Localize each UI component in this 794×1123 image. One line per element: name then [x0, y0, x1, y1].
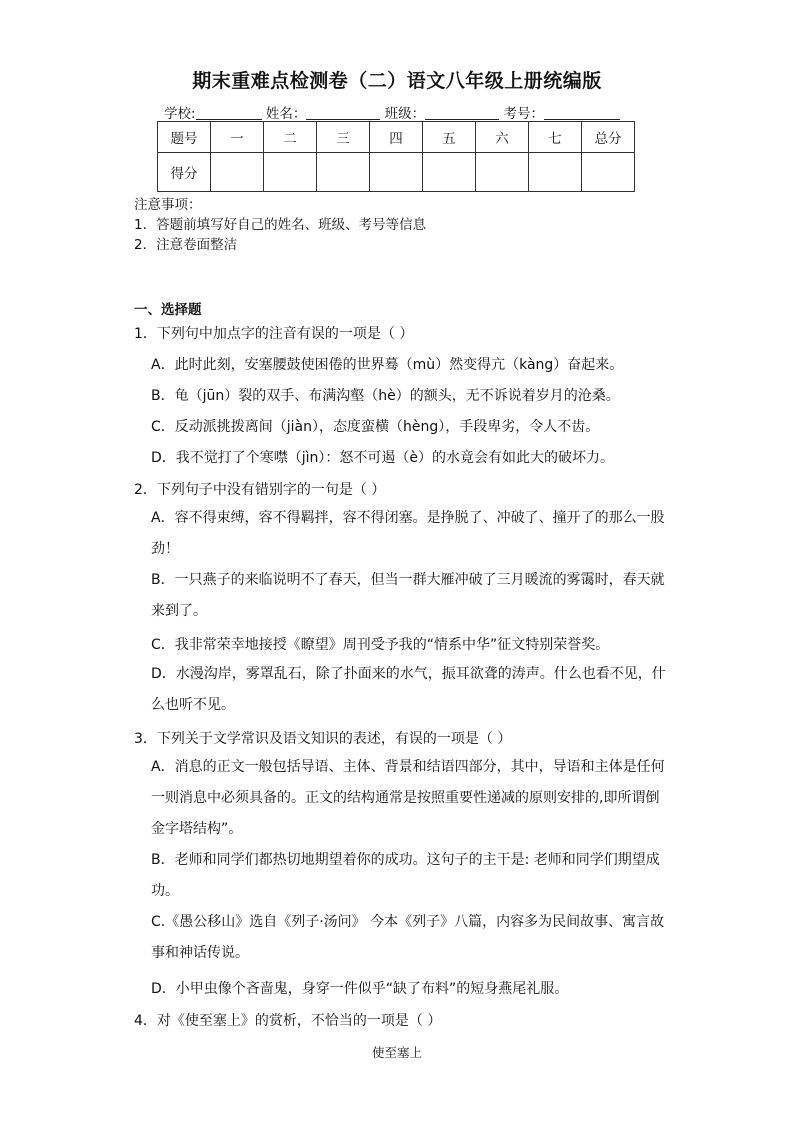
- score-header-cell: 七: [529, 122, 582, 153]
- exam-title: 期末重难点检测卷（二）语文八年级上册统编版: [192, 70, 602, 92]
- score-cell[interactable]: [370, 153, 423, 192]
- answer-option[interactable]: C.《愚公移山》选自《列子·汤问》 今本《列子》八篇，内容多为民间故事、寓言故事和神话传说。: [151, 914, 665, 961]
- question-stem: 3．下列关于文学常识及语文知识的表述，有误的一项是（ ）: [134, 731, 512, 747]
- answer-option[interactable]: B．龟（jūn）裂的双手、布满沟壑（hè）的额头，无不诉说着岁月的沧桑。: [151, 388, 620, 404]
- answer-option[interactable]: A．容不得束缚，容不得羁拌，容不得闭塞。是挣脱了、冲破了、撞开了的那么一股劲！: [151, 510, 665, 557]
- score-table-header-row: [158, 122, 635, 153]
- answer-option[interactable]: D．我不觉打了个寒噤（jìn）：怒不可遏（è）的水竟会有如此大的破坏力。: [151, 450, 615, 466]
- score-table-score-row: [158, 153, 635, 192]
- section-heading: 一、选择题: [134, 302, 202, 318]
- school-blank[interactable]: [196, 105, 262, 120]
- score-header-cell: 总分: [582, 122, 635, 153]
- class-label: 班级：: [384, 106, 426, 122]
- answer-option[interactable]: D．水漫沟岸，雾罩乱石，除了扑面来的水气，振耳欲聋的涛声。什么也看不见，什么也听不见。: [151, 666, 666, 713]
- name-blank[interactable]: [306, 105, 380, 120]
- exam-no-label: 考号：: [503, 106, 544, 122]
- school-label: 学校:: [164, 106, 196, 122]
- answer-option[interactable]: B．一只燕子的来临说明不了春天，但当一群大雁冲破了三月暖流的雾霭时，春天就来到了。: [151, 572, 665, 619]
- notes-heading: 注意事项：: [134, 197, 202, 213]
- notes-item: 1．答题前填写好自己的姓名、班级、考号等信息: [134, 217, 427, 233]
- answer-option[interactable]: D．小甲虫像个吝啬鬼，身穿一件似乎“缺了布料”的短身燕尾礼服。: [151, 981, 569, 997]
- notes-block: [134, 195, 426, 255]
- score-row-label: 得分: [158, 153, 211, 192]
- score-header-cell: 三: [317, 122, 370, 153]
- question-stem: 1．下列句中加点字的注音有误的一项是（ ）: [134, 326, 414, 342]
- score-cell[interactable]: [317, 153, 370, 192]
- poem-title: 使至塞上: [371, 1045, 422, 1060]
- score-header-cell: 二: [264, 122, 317, 153]
- answer-option[interactable]: A．此时此刻，安塞腰鼓使困倦的世界蓦（mù）然变得亢（kàng）奋起来。: [151, 357, 624, 373]
- score-header-cell: 四: [370, 122, 423, 153]
- score-cell[interactable]: [476, 153, 529, 192]
- score-header-cell: 六: [476, 122, 529, 153]
- score-cell[interactable]: [529, 153, 582, 192]
- score-header-cell: 五: [423, 122, 476, 153]
- score-header-cell: 一: [211, 122, 264, 153]
- class-blank[interactable]: [425, 105, 499, 120]
- score-cell[interactable]: [264, 153, 317, 192]
- answer-option[interactable]: C．我非常荣幸地接授《瞭望》周刊受予我的“情系中华”征文特别荣誉奖。: [151, 637, 610, 653]
- answer-option[interactable]: C．反动派挑拨离间（jiàn），态度蛮横（hèng），手段卑劣，令人不齿。: [151, 419, 600, 435]
- score-table: [157, 121, 635, 192]
- student-info-line: [164, 102, 620, 122]
- question-stem: 2．下列句子中没有错别字的一句是（ ）: [134, 482, 386, 498]
- score-cell[interactable]: [423, 153, 476, 192]
- score-cell[interactable]: [582, 153, 635, 192]
- score-cell[interactable]: [211, 153, 264, 192]
- question-stem: 4．对《使至塞上》的赏析，不恰当的一项是（ ）: [134, 1013, 442, 1029]
- answer-option[interactable]: A．消息的正文一般包括导语、主体、背景和结语四部分，其中，导语和主体是任何一则消息中必须具备的。正文的结构通常是按照重要性递减的原则安排的,即所谓倒金字塔结构”。: [151, 759, 665, 837]
- name-label: 姓名：: [265, 106, 307, 122]
- score-header-cell: 题号: [158, 122, 211, 153]
- answer-option[interactable]: B．老师和同学们都热切地期望着你的成功。这句子的主干是: 老师和同学们期望成功。: [151, 852, 660, 899]
- exam-no-blank[interactable]: [544, 105, 620, 120]
- notes-item: 2．注意卷面整洁: [134, 237, 238, 253]
